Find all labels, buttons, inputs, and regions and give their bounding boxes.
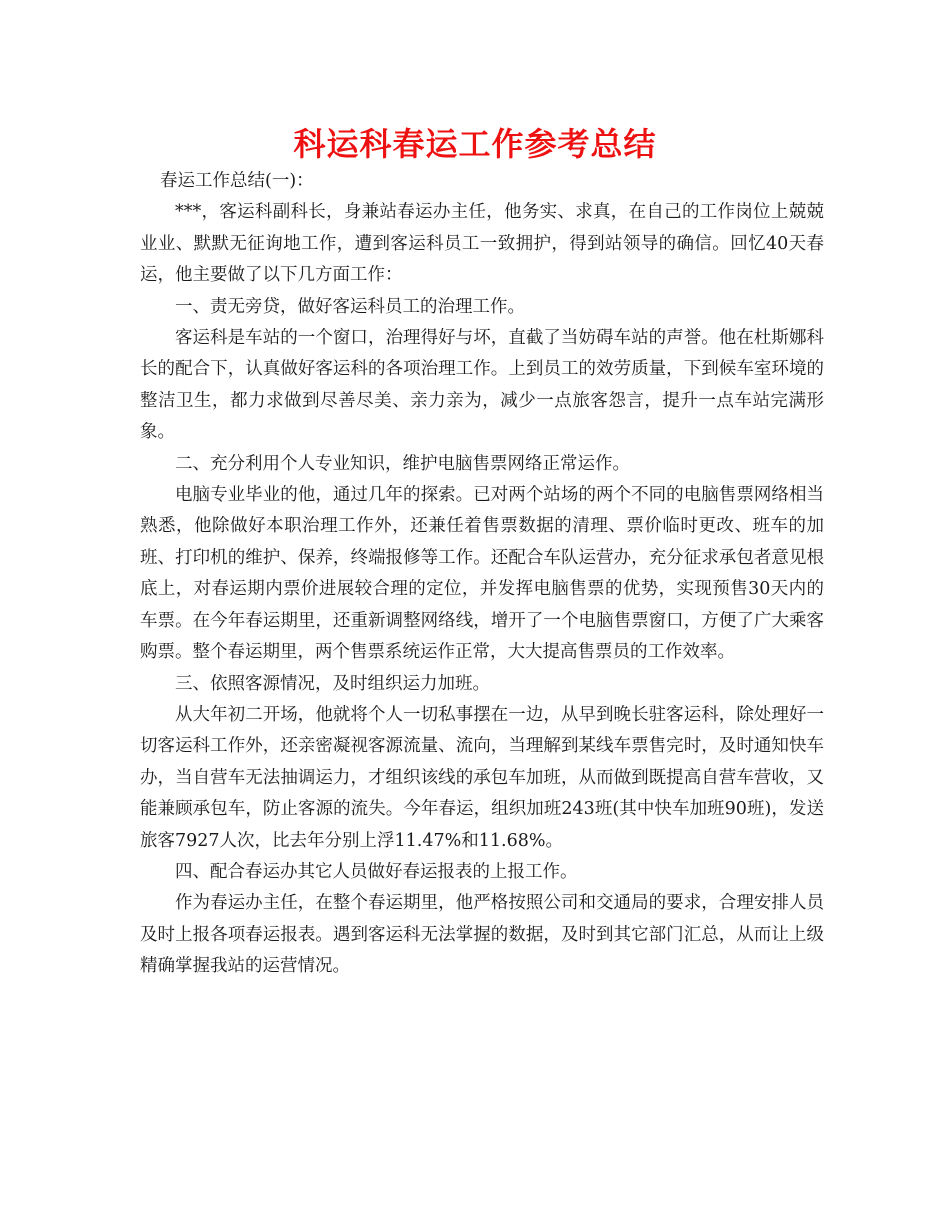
document-body [140, 166, 824, 983]
paragraph: 从大年初二开场，他就将个人一切私事摆在一边，从早到晚长驻客运科，除处理好一切客运科工作外，还亲密凝视客源流量、流向，当理解到某线车票售完时，及时通知快车办，当自营车无法抽调运力，才组织该线的承包车加班，从而做到既提高自营车营收，又能兼顾承包车，防止客源的流失。今年春运，组织加班243班(其中快车加班90班)，发送旅客7927人次，比去年分别上浮11.47%和11.68%。 [140, 704, 824, 851]
paragraph: ***，客运科副科长，身兼站春运办主任，他务实、求真，在自己的工作岗位上兢兢业业、默默无征询地工作，遭到客运科员工一致拥护，得到站领导的确信。回忆40天春运，他主要做了以下几方面工作： [140, 202, 824, 286]
section-heading: 三、依照客源情况，及时组织运力加班。 [175, 673, 490, 694]
section-heading: 一、责无旁贷，做好客运科员工的治理工作。 [175, 296, 525, 317]
paragraph: 电脑专业毕业的他，通过几年的探索。已对两个站场的两个不同的电脑售票网络相当熟悉，他除做好本职治理工作外，还兼任着售票数据的清理、票价临时更改、班车的加班、打印机的维护、保养，终端报修等工作。还配合车队运营办，充分征求承包者意见根底上，对春运期内票价进展较合理的定位，并发挥电脑售票的优势，实现预售30天内的车票。在今年春运期里，还重新调整网络线，增开了一个电脑售票窗口，方便了广大乘客购票。整个春运期里，两个售票系统运作正常，大大提高售票员的工作效率。 [140, 485, 824, 663]
paragraph: 作为春运办主任，在整个春运期里，他严格按照公司和交通局的要求，合理安排人员及时上报各项春运报表。遇到客运科无法掌握的数据，及时到其它部门汇总，从而让上级精确掌握我站的运营情况。 [140, 893, 824, 977]
section-heading: 四、配合春运办其它人员做好春运报表的上报工作。 [175, 861, 578, 882]
section-heading: 春运工作总结(一)： [160, 171, 314, 191]
document-title: 科运科春运工作参考总结 [293, 125, 657, 163]
paragraph: 客运科是车站的一个窗口，治理得好与坏，直截了当妨碍车站的声誉。他在杜斯娜科长的配合下，认真做好客运科的各项治理工作。上到员工的效劳质量，下到候车室环境的整洁卫生，都力求做到尽善尽美、亲力亲为，减少一点旅客怨言，提升一点车站完满形象。 [140, 328, 824, 443]
section-heading: 二、充分利用个人专业知识，维护电脑售票网络正常运作。 [175, 453, 630, 474]
